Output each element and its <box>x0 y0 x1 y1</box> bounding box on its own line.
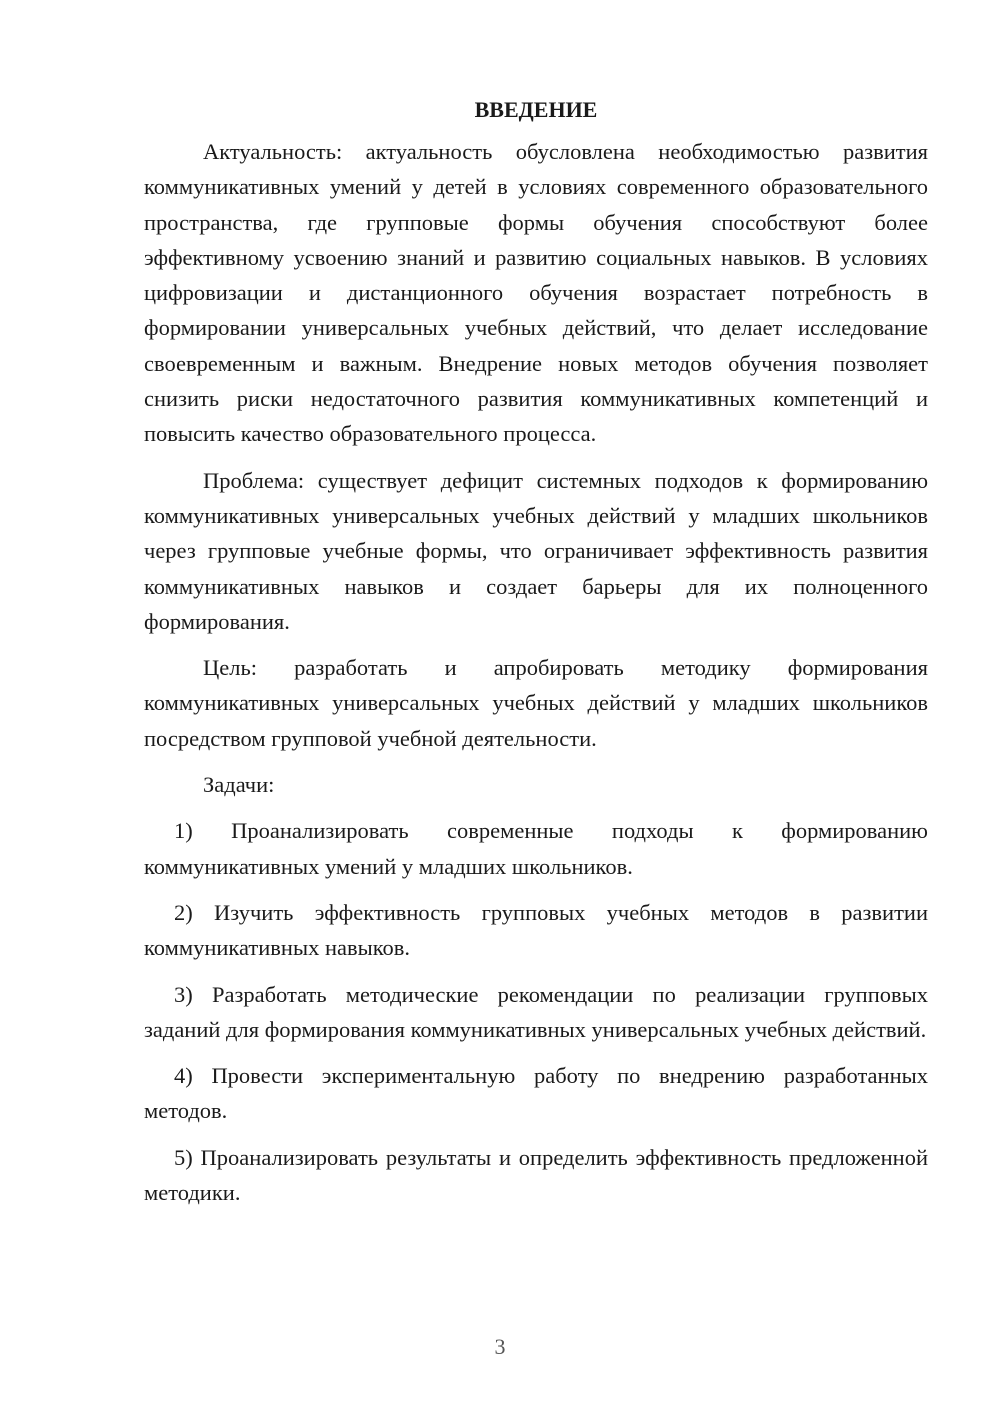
paragraph-relevance: Актуальность: актуальность обусловлена необходимостью развития коммуникативных умений у детей в условиях современного образовательного пространства, где групповые формы обучения способствуют более эффективному усвоению знаний и развитию социальных навыков. В условиях цифровизации и дистанционного обучения возрастает потребность в формировании универсальных учебных действий, что делает исследование своевременным и важным. Внедрение новых методов обучения позволяет снизить риски недостаточного развития коммуникативных компетенций и повысить качество образовательного процесса. <box>144 139 928 447</box>
page-title: ВВЕДЕНИЕ <box>474 97 598 122</box>
task-item-1: 1) Проанализировать современные подходы к формированию коммуникативных умений у младших школьников. <box>144 818 928 879</box>
task-item-5: 5) Проанализировать результаты и определить эффективность предложенной методики. <box>144 1144 928 1206</box>
task-item-4: 4) Провести экспериментальную работу по внедрению разработанных методов. <box>144 1063 928 1124</box>
paragraph-problem: Проблема: существует дефицит системных подходов к формированию коммуникативных универсальных учебных действий у младших школьников через групповые учебные формы, что ограничивает эффективность развития коммуникативных навыков и создает барьеры для их полноценного формирования. <box>144 467 928 634</box>
tasks-heading: Задачи: <box>203 772 275 798</box>
page-number: 3 <box>494 1334 506 1359</box>
task-item-2: 2) Изучить эффективность групповых учебных методов в развитии коммуникативных навыков. <box>144 899 928 961</box>
paragraph-goal: Цель: разработать и апробировать методику формирования коммуникативных универсальных учебных действий у младших школьников посредством групповой учебной деятельности. <box>144 655 928 751</box>
document-page <box>144 94 928 1221</box>
task-item-3: 3) Разработать методические рекомендации по реализации групповых заданий для формирования коммуникативных универсальных учебных действий. <box>144 981 928 1042</box>
